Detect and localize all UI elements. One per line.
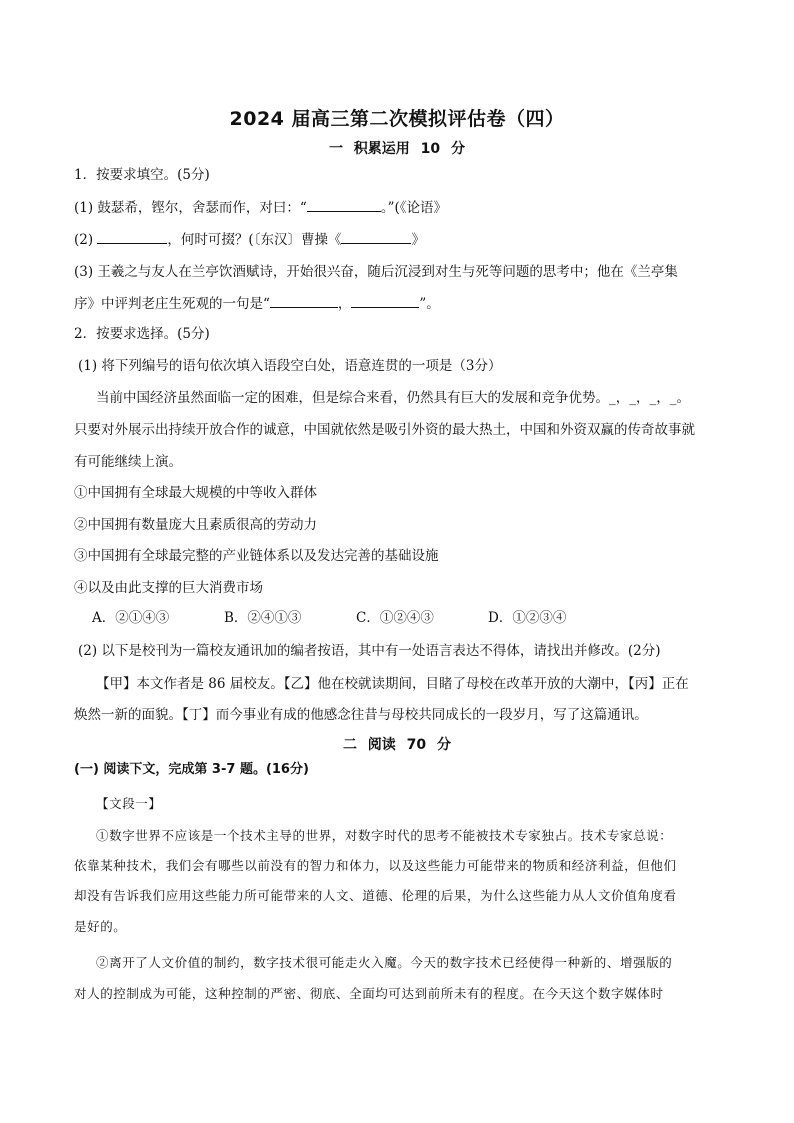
- item-3-text-after: ”。: [419, 296, 440, 312]
- question-1-item-1: [74, 197, 447, 218]
- answer-blank[interactable]: [351, 293, 419, 308]
- question-2-sub-1: (1) 将下列编号的语句依次填入语段空白处，语意连贯的一项是（3分）: [78, 358, 502, 374]
- answer-blank[interactable]: [270, 293, 338, 308]
- item-2-text-before: (2): [74, 232, 94, 248]
- editor-note-line-2: 焕然一新的面貌。【丁】而今事业有成的他感念往昔与母校共同成长的一段岁月，写了这篇通讯。: [74, 707, 648, 723]
- passage-2-line-1: ②离开了人文价值的制约，数字技术很可能走火入魔。今天的数字技术已经使得一种新的、增强版的: [96, 955, 673, 970]
- answer-options: [92, 608, 652, 628]
- question-1-stem: 1．按要求填空。(5分): [74, 167, 210, 183]
- question-1-item-3-line-2: [74, 293, 440, 314]
- section-heading-reading: 二 阅读 70 分: [342, 737, 452, 753]
- item-2-text-after: 》: [411, 232, 425, 248]
- item-1-text-before: (1) 鼓瑟希，铿尔，舍瑟而作，对曰：“: [74, 200, 307, 216]
- passage-line-2: 只要对外展示出持续开放合作的诚意，中国就依然是吸引外资的最大热土，中国和外资双赢的传奇故事就: [74, 422, 695, 438]
- sentence-item-2: ②中国拥有数量庞大且素质很高的劳动力: [74, 517, 317, 533]
- reading-sub-heading: (一) 阅读下文，完成第 3-7 题。(16分): [74, 762, 309, 777]
- question-2-sub-2: (2) 以下是校刊为一篇校友通讯加的编者按语，其中有一处语言表达不得体，请找出并修改。(2分): [78, 643, 661, 659]
- answer-blank[interactable]: [307, 197, 381, 212]
- question-1-item-3-line-1: (3) 王羲之与友人在兰亭饮酒赋诗，开始很兴奋，随后沉浸到对生与死等问题的思考中；他在《兰亭集: [74, 264, 678, 280]
- item-2-text-middle: ，何时可掇？(〔东汉〕曹操《: [167, 232, 342, 248]
- section-heading-accumulation: 一 积累运用 10 分: [328, 141, 466, 157]
- exam-title: 2024 届高三第二次模拟评估卷（四）: [229, 108, 565, 130]
- passage-1-line-4: 是好的。: [74, 919, 127, 934]
- passage-line-1: 当前中国经济虽然面临一定的困难，但是综合来看，仍然具有巨大的发展和竞争优势。_，_，_，_。: [96, 390, 690, 406]
- item-3-text-before: 序》中评判老庄生死观的一句是“: [74, 296, 270, 312]
- option-d[interactable]: D．①②③④: [488, 610, 567, 626]
- passage-1-line-1: ①数字世界不应该是一个技术主导的世界，对数字时代的思考不能被技术专家独占。技术专家总说：: [96, 828, 673, 843]
- option-c[interactable]: C．①②④③: [356, 610, 434, 626]
- item-3-text-middle: ，: [337, 296, 352, 312]
- question-1-item-2: [74, 229, 425, 250]
- sentence-item-3: ③中国拥有全球最完整的产业链体系以及发达完善的基础设施: [74, 548, 439, 564]
- passage-1-line-3: 却没有告诉我们应用这些能力所可能带来的人文、道德、伦理的后果，为什么这些能力从人文价值角度看: [74, 888, 677, 903]
- option-a[interactable]: A．②①④③: [92, 610, 170, 626]
- passage-line-3: 有可能继续上演。: [74, 454, 182, 470]
- answer-blank[interactable]: [341, 229, 411, 244]
- answer-blank[interactable]: [97, 229, 167, 244]
- option-b[interactable]: B．②④①③: [224, 610, 302, 626]
- item-1-text-after: 。”(《论语》: [380, 200, 447, 216]
- sentence-item-4: ④以及由此支撑的巨大消费市场: [74, 580, 263, 596]
- question-2-stem: 2．按要求选择。(5分): [74, 326, 210, 342]
- passage-1-line-2: 依靠某种技术，我们会有哪些以前没有的智力和体力，以及这些能力可能带来的物质和经济利益，但他们: [74, 858, 677, 873]
- segment-label: 【文段一】: [96, 796, 162, 811]
- editor-note-line-1: 【甲】本文作者是 86 届校友。【乙】他在校就读期间，目睹了母校在改革开放的大潮中，【丙】正在: [96, 676, 689, 692]
- sentence-item-1: ①中国拥有全球最大规模的中等收入群体: [74, 485, 317, 501]
- passage-2-line-2: 对人的控制成为可能，这种控制的严密、彻底、全面均可达到前所未有的程度。在今天这个数字媒体时: [74, 986, 664, 1001]
